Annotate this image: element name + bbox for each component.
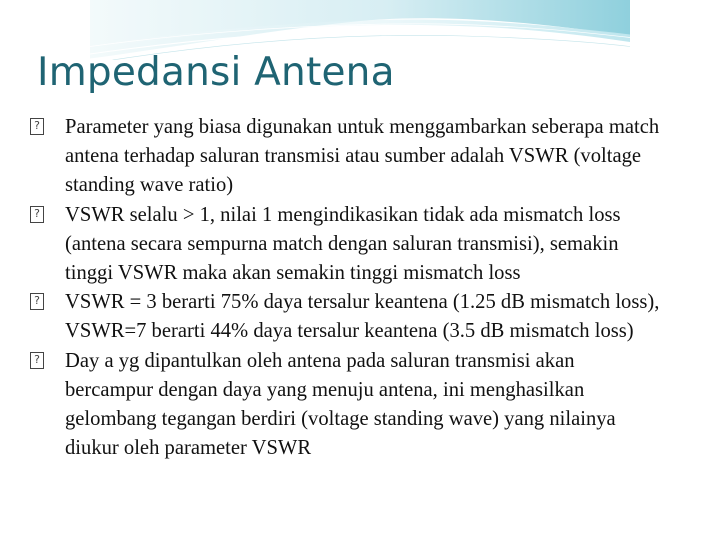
bullet-item [30, 113, 665, 201]
missing-glyph-icon: ? [30, 293, 44, 310]
bullet-list [30, 113, 665, 463]
bullet-text: Day a yg dipantulkan oleh antena pada saluran transmisi akan bercampur dengan daya yang menuju antena, ini menghasilkan gelombang tegangan berdiri (voltage standing wave) yang nilainya diukur oleh parameter VSWR [65, 349, 616, 460]
missing-glyph-icon: ? [30, 352, 44, 369]
missing-glyph-icon: ? [30, 206, 44, 223]
bullet-text: VSWR selalu > 1, nilai 1 mengindikasikan tidak ada mismatch loss (antena secara sempurna match dengan saluran transmisi), semakin tinggi VSWR maka akan semakin tinggi mismatch loss [65, 203, 621, 285]
bullet-text: Parameter yang biasa digunakan untuk menggambarkan seberapa match antena terhadap saluran transmisi atau sumber adalah VSWR (voltage standing wave ratio) [65, 116, 660, 197]
bullet-item [30, 201, 665, 289]
bullet-text: VSWR = 3 berarti 75% daya tersalur keantena (1.25 dB mismatch loss), VSWR=7 berarti 44% daya tersalur keantena (3.5 dB mismatch loss) [65, 291, 660, 343]
missing-glyph-icon: ? [30, 118, 44, 135]
slide-title: Impedansi Antena [37, 50, 395, 95]
bullet-item [30, 288, 665, 346]
bullet-item [30, 347, 665, 464]
